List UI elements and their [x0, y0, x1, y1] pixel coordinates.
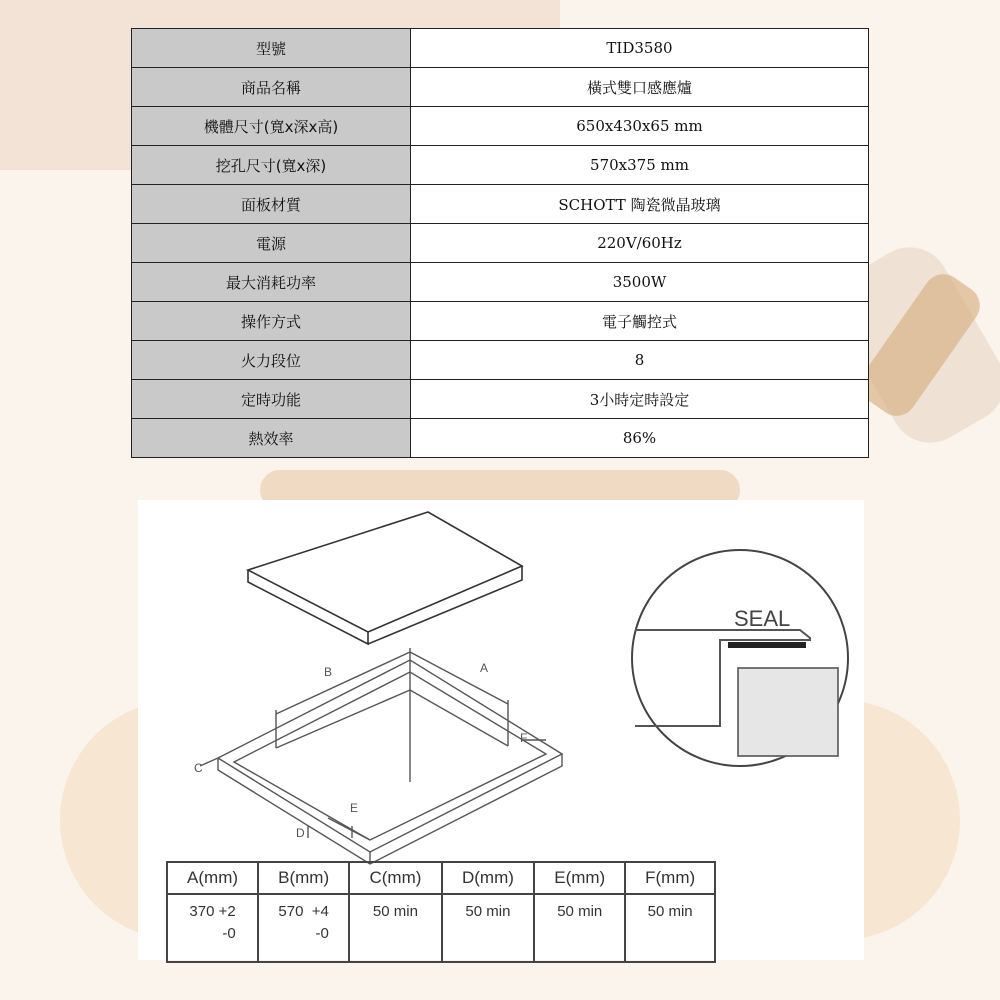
spec-label: 火力段位: [132, 341, 411, 380]
dimension-a-label: A: [480, 661, 489, 675]
spec-table: [131, 28, 869, 458]
spec-value: TID3580: [411, 29, 869, 68]
dimension-value-row: [167, 894, 715, 962]
dimension-f-label: F: [520, 731, 528, 745]
dimension-cell: [625, 894, 715, 962]
spec-value: 3小時定時設定: [411, 380, 869, 419]
installation-diagram-panel: [138, 500, 864, 960]
spec-row: [132, 68, 869, 107]
dimension-header: F(mm): [625, 862, 715, 894]
spec-row: [132, 185, 869, 224]
dimension-header-row: [167, 862, 715, 894]
spec-value: SCHOTT 陶瓷微晶玻璃: [411, 185, 869, 224]
dimension-value: 50 min: [647, 903, 693, 920]
dimension-value: 50 min: [557, 903, 603, 920]
spec-value: 220V/60Hz: [411, 224, 869, 263]
spec-row: [132, 29, 869, 68]
spec-label: 機體尺寸(寬x深x高): [132, 107, 411, 146]
spec-row: [132, 302, 869, 341]
spec-label: 型號: [132, 29, 411, 68]
cooktop-drawing: [248, 512, 522, 644]
spec-value: 3500W: [411, 263, 869, 302]
dimension-cell: [258, 894, 349, 962]
spec-value: 570x375 mm: [411, 146, 869, 185]
spec-label: 商品名稱: [132, 68, 411, 107]
spec-label: 定時功能: [132, 380, 411, 419]
spec-label: 熱效率: [132, 419, 411, 458]
dimension-e-label: E: [350, 801, 359, 815]
spec-row: [132, 341, 869, 380]
spec-row: [132, 224, 869, 263]
spec-row: [132, 380, 869, 419]
dimension-table: [166, 861, 716, 963]
dimension-d-label: D: [296, 826, 305, 840]
spec-label: 電源: [132, 224, 411, 263]
spec-row: [132, 419, 869, 458]
spec-label: 挖孔尺寸(寬x深): [132, 146, 411, 185]
dimension-header: C(mm): [349, 862, 442, 894]
dimension-c-label: C: [194, 761, 203, 775]
seal-detail: [632, 550, 848, 766]
spec-value: 8: [411, 341, 869, 380]
spec-row: [132, 263, 869, 302]
dimension-b-label: B: [324, 665, 333, 679]
dimension-value: 570 +4 -0: [278, 903, 329, 942]
spec-row: [132, 107, 869, 146]
cutout-drawing: [200, 648, 562, 864]
spec-value: 650x430x65 mm: [411, 107, 869, 146]
seal-label: SEAL: [734, 606, 791, 631]
spec-table-body: [132, 29, 869, 458]
spec-label: 最大消耗功率: [132, 263, 411, 302]
dimension-value: 50 min: [465, 903, 511, 920]
dimension-cell: [442, 894, 535, 962]
spec-label: 操作方式: [132, 302, 411, 341]
spec-value: 86%: [411, 419, 869, 458]
dimension-cell: [167, 894, 258, 962]
dimension-value: 370 +2 -0: [189, 903, 236, 942]
spec-value: 橫式雙口感應爐: [411, 68, 869, 107]
spec-value: 電子觸控式: [411, 302, 869, 341]
spec-label: 面板材質: [132, 185, 411, 224]
dimension-header: E(mm): [534, 862, 625, 894]
dimension-cell: [534, 894, 625, 962]
dimension-header: A(mm): [167, 862, 258, 894]
spec-row: [132, 146, 869, 185]
dimension-header: D(mm): [442, 862, 535, 894]
dimension-value: 50 min: [372, 903, 418, 920]
dimension-header: B(mm): [258, 862, 349, 894]
dimension-cell: [349, 894, 442, 962]
